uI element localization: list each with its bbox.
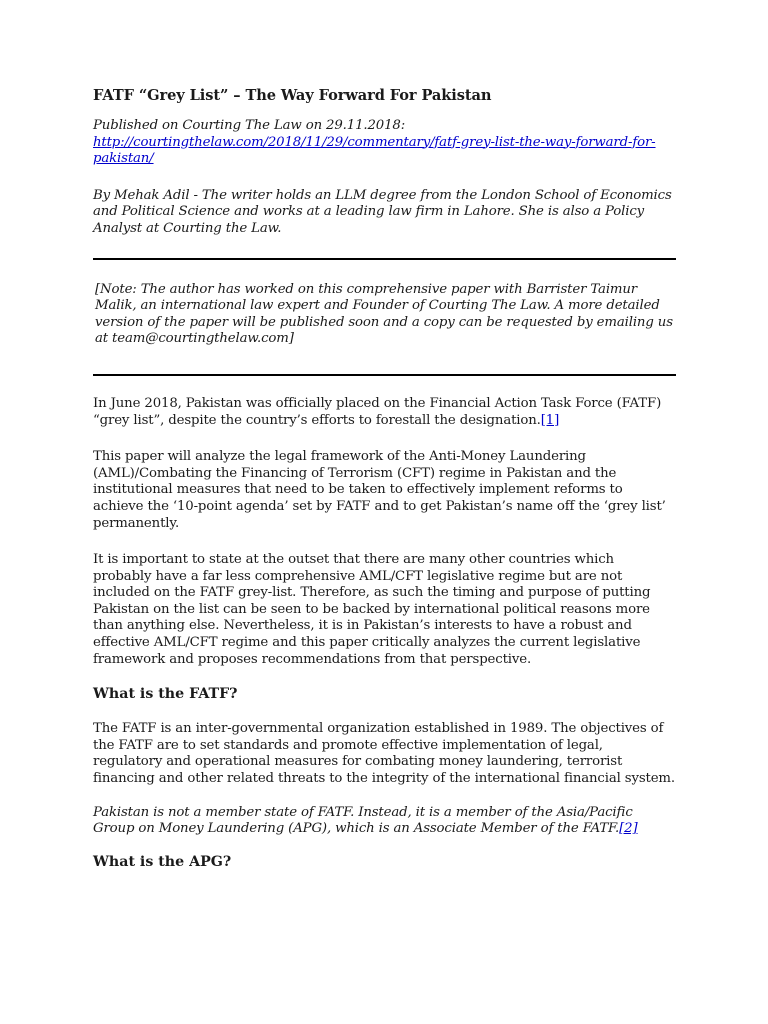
divider-top [93,258,676,260]
paragraph-membership [93,805,676,838]
paragraph-membership-text: Pakistan is not a member state of FATF. Instead, it is a member of the Asia/Pacific Group on Money Laundering (APG), which is an Associate Member of the FATF. [93,804,633,837]
document-title: FATF “Grey List” – The Way Forward For Pakistan [93,87,492,104]
document-page [93,86,676,871]
paragraph-intro-text: In June 2018, Pakistan was officially placed on the Financial Action Task Force (FATF) “grey list”, despite the country’s efforts to forestall the designation. [93,395,662,428]
footnote-link-2[interactable]: [2] [619,821,638,837]
paragraph-intro [93,396,676,429]
footnote-link-1[interactable]: [1] [540,412,560,428]
divider-bottom [93,374,676,376]
published-prefix: Published on Courting The Law on 29.11.2018: [93,118,406,133]
paragraph-scope: This paper will analyze the legal framework of the Anti-Money Laundering (AML)/Combating the Financing of Terrorism (CFT) regime in Pakistan and the institutional measures that need to be taken to effectively implement reforms to achieve the ‘10-point agenda’ set by FATF and to get Pakistan’s name off the ‘grey list’ permanently. [93,449,666,531]
section-heading-apg: What is the APG? [93,853,232,870]
article-link[interactable]: http://courtingthelaw.com/2018/11/29/commentary/fatf-grey-list-the-way-forward-for-pakistan/ [93,134,656,167]
author-note: [Note: The author has worked on this comprehensive paper with Barrister Taimur Malik, an international law expert and Founder of Courting The Law. A more detailed version of the paper will be published soon and a copy can be requested by emailing us at team@courtingthelaw.com] [95,281,673,347]
author-bio: By Mehak Adil - The writer holds an LLM degree from the London School of Economics and Political Science and works at a leading law firm in Lahore. She is also a Policy Analyst at Courting the Law. [93,187,672,236]
paragraph-context: It is important to state at the outset that there are many other countries which probably have a far less comprehensive AML/CFT legislative regime but are not included on the FATF grey-list. Therefore, as such the timing and purpose of putting Pakistan on the list can be seen to be backed by international political reasons more than anything else. Nevertheless, it is in Pakistan’s interests to have a robust and effective AML/CFT regime and this paper critically analyzes the current legislative framework and proposes recommendations from that perspective. [93,552,651,667]
paragraph-fatf: The FATF is an inter-governmental organization established in 1989. The objectives of the FATF are to set standards and promote effective implementation of legal, regulatory and operational measures for combating money laundering, terrorist financing and other related threats to the integrity of the international financial system. [93,721,675,787]
published-line [93,118,676,168]
section-heading-fatf: What is the FATF? [93,686,238,703]
